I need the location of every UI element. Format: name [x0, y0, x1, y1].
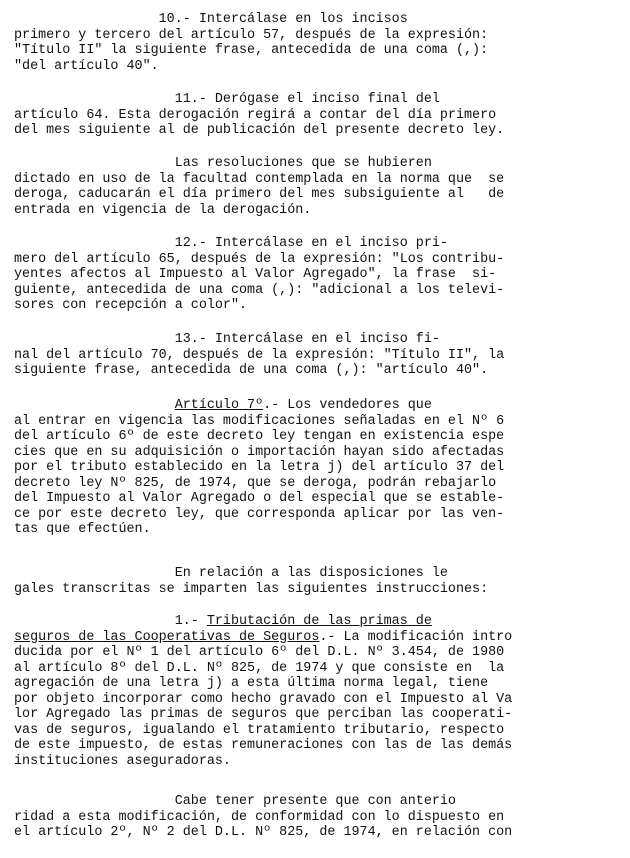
text-line: instituciones aseguradoras. — [14, 753, 231, 769]
text-line: decreto ley Nº 825, de 1974, que se deroga, podrán rebajarlo — [14, 475, 497, 491]
paragraph-resoluciones — [14, 156, 614, 218]
text-line: "del artículo 40". — [14, 58, 159, 74]
text-line: vas de seguros, igualando el tratamiento tributario, respecto — [14, 722, 505, 738]
paragraph-item-12 — [14, 236, 614, 314]
text-line: "Título II" la siguiente frase, antecedida de una coma (,): — [14, 43, 489, 58]
paragraph-articulo-7 — [14, 398, 614, 538]
paragraph-item-13 — [14, 332, 614, 379]
text-line: siguiente frase, antecedida de una coma (,): "artículo 40". — [14, 363, 489, 378]
paragraph-item-1-tributacion — [14, 614, 614, 769]
text-line: del mes siguiente al de publicación del presente decreto ley. — [14, 123, 505, 138]
text-line: dictado en uso de la facultad contemplada en la norma que se — [14, 171, 505, 187]
paragraph-cabe-tener — [14, 794, 614, 841]
text-line: Las resoluciones que se hubieren — [14, 156, 432, 171]
text-line: del Impuesto al Valor Agregado o del especial que se estable- — [14, 491, 505, 506]
text-line: Cabe tener presente que con anterio — [14, 794, 456, 809]
text-line: gales transcritas se imparten las siguientes instrucciones: — [14, 581, 489, 597]
article-heading: Artículo 7º — [174, 398, 264, 413]
text-line: agregación de una letra j) a esta última norma legal, tiene — [14, 676, 489, 691]
line-rest: .- La modificación intro — [319, 629, 513, 645]
text-line: artículo 64. Esta derogación regirá a contar del día primero — [14, 107, 497, 123]
paragraph-item-11 — [14, 92, 614, 139]
text-line: por objeto incorporar como hecho gravado con el Impuesto al Va — [14, 691, 513, 707]
text-line: 12.- Intercálase en el inciso pri- — [14, 236, 448, 251]
text-line: 10.- Intercálase en los incisos — [14, 12, 408, 27]
text-line-with-heading — [14, 398, 614, 414]
paragraph-item-10 — [14, 12, 614, 74]
text-line: por el tributo establecido en la letra j) del artículo 37 del — [14, 460, 505, 475]
text-line: yentes afectos al Impuesto al Valor Agregado", la frase si- — [14, 267, 497, 282]
line-rest: .- Los vendedores que — [263, 398, 432, 413]
text-line: 11.- Derógase el inciso final del — [14, 92, 440, 107]
section-heading-cont: seguros de las Cooperativas de Seguros — [14, 629, 320, 645]
text-line: del artículo 6º de este decreto ley tengan en existencia espe — [14, 429, 505, 444]
text-line: de este impuesto, de estas remuneraciones con las de las demás — [14, 738, 513, 753]
text-line: mero del artículo 65, después de la expresión: "Los contribu- — [14, 251, 505, 267]
line-prefix — [14, 398, 175, 413]
paragraph-instrucciones — [14, 566, 614, 597]
text-line: sores con recepción a color". — [14, 298, 248, 313]
text-line: nal del artículo 70, después de la expresión: "Título II", la — [14, 347, 505, 363]
text-line-with-heading — [14, 630, 614, 646]
text-line: al artículo 8º del D.L. Nº 825, de 1974 y que consiste en la — [14, 660, 505, 676]
text-line: cies que en su adquisición o importación hayan sido afectadas — [14, 444, 505, 460]
text-line: guiente, antecedida de una coma (,): "adicional a los televi- — [14, 282, 505, 298]
line-prefix: 1.- — [14, 614, 207, 629]
text-line-with-heading — [14, 614, 614, 630]
text-line: En relación a las disposiciones le — [14, 566, 448, 581]
text-line: tas que efectúen. — [14, 522, 151, 537]
text-line: primero y tercero del artículo 57, después de la expresión: — [14, 27, 489, 43]
text-line: el artículo 2º, Nº 2 del D.L. Nº 825, de 1974, en relación con — [14, 825, 513, 840]
text-line: ridad a esta modificación, de conformidad con lo dispuesto en — [14, 809, 505, 825]
text-line: al entrar en vigencia las modificaciones señaladas en el Nº 6 — [14, 413, 505, 429]
text-line: 13.- Intercálase en el inciso fi- — [14, 332, 440, 347]
text-line: lor Agregado las primas de seguros que perciban las cooperati- — [14, 707, 513, 722]
text-line: ce por este decreto ley, que corresponda aplicar por las ven- — [14, 506, 505, 522]
text-line: ducida por el Nº 1 del artículo 6º del D.L. Nº 3.454, de 1980 — [14, 645, 505, 660]
text-line: entrada en vigencia de la derogación. — [14, 202, 312, 218]
text-line: deroga, caducarán el día primero del mes subsiguiente al de — [14, 187, 505, 202]
section-heading: Tributación de las primas de — [206, 614, 432, 629]
